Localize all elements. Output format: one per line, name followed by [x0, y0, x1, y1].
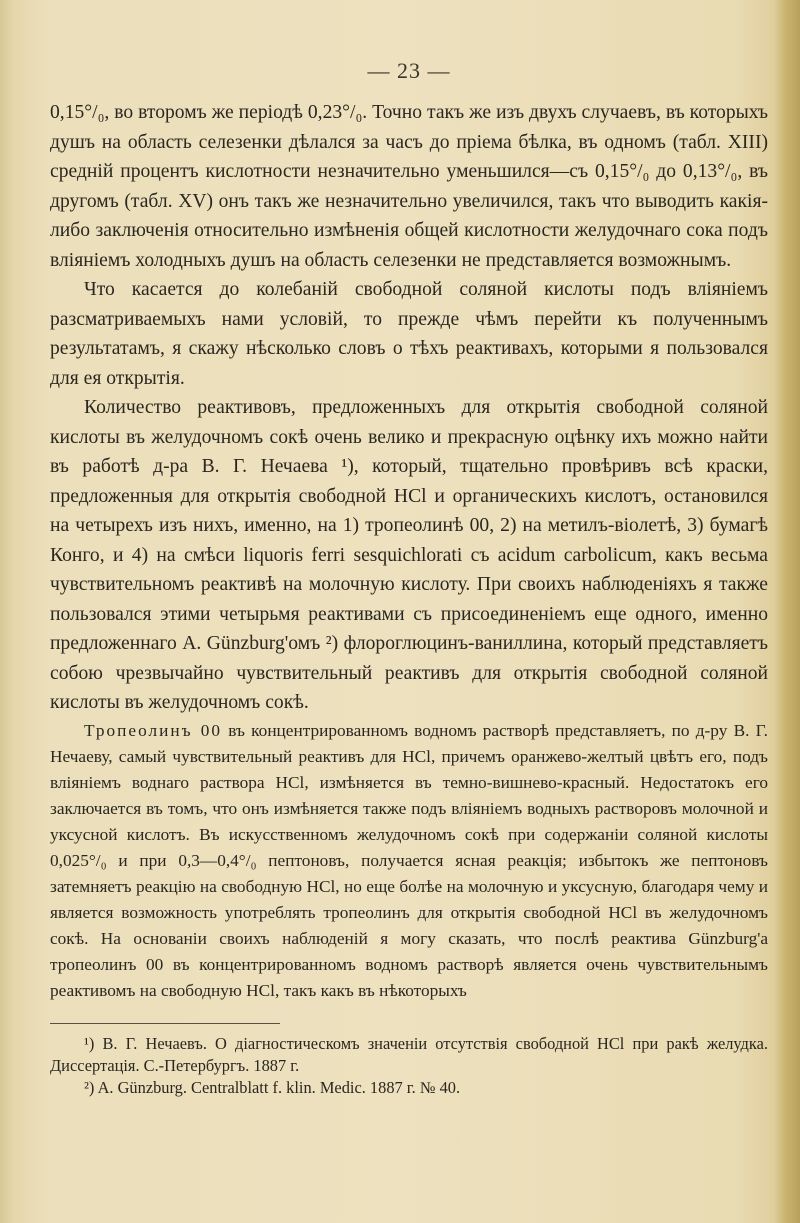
page-left-edge-shadow	[0, 0, 14, 1223]
small-paragraph-text: въ концентрированномъ водномъ растворѣ представляетъ, по д-ру В. Г. Нечаеву, самый чувствительный реактивъ для HCl, причемъ оранжево-желтый цвѣтъ его, подъ вліяніемъ воднаго раствора HCl, измѣняется въ темно-вишнево-красный. Недостатокъ его заключается въ томъ, что онъ измѣняется также подъ вліяніемъ водныхъ растворовъ молочной и уксусной кислотъ. Въ искусственномъ желудочномъ сокѣ при содержаніи соляной кислоты 0,025°/₀ и при 0,3—0,4°/₀ пептоновъ, получается ясная реакція; избытокъ же пептоновъ затемняетъ реакцію на свободную HCl, но еще болѣе на молочную и уксусную, благодаря чему и является возможность употреблять тропеолинъ для открытія свободной HCl въ желудочномъ сокѣ. На основаніи своихъ наблюденій я могу сказать, что послѣ реактива Günzburg'а тропеолинъ 00 въ концентрированномъ водномъ растворѣ является очень чувствительнымъ реактивомъ на свободную HCl, такъ какъ въ нѣкоторыхъ	[50, 720, 768, 1000]
paragraph-1: 0,15°/₀, во второмъ же періодѣ 0,23°/₀. Точно такъ же изъ двухъ случаевъ, въ которыхъ душъ на область селезенки дѣлался за часъ до пріема бѣлка, въ одномъ (табл. XIII) средній процентъ кислотности незначительно уменьшился—съ 0,15°/₀ до 0,13°/₀, въ другомъ (табл. XV) онъ такъ же незначительно увеличился, такъ что выводить какія-либо заключенія относительно измѣненія общей кислотности желудочнаго сока подъ вліяніемъ холодныхъ душъ на область селезенки не представляется возможнымъ.	[50, 102, 768, 271]
paragraph-3: Количество реактивовъ, предложенныхъ для открытія свободной соляной кислоты въ желудочномъ сокѣ очень велико и прекрасную оцѣнку ихъ можно найти въ работѣ д-ра В. Г. Нечаева ¹), который, тщательно провѣривъ всѣ краски, предложенныя для открытія свободной HCl и органическихъ кислотъ, остановился на четырехъ изъ нихъ, именно, на 1) тропеолинѣ 00, 2) на метилъ-віолетѣ, 3) бумагѣ Конго, и 4) на смѣси liquoris ferri sesquichlorati съ acidum carbolicum, какъ весьма чувствительномъ реактивѣ на молочную кислоту. При своихъ наблюденіяхъ я также пользовался этими четырьмя реактивами съ присоединеніемъ еще одного, именно предложеннаго A. Günzburg'омъ ²) флороглюцинъ-ваниллина, который представляетъ собою чрезвычайно чувствительный реактивъ для открытія свободной соляной кислоты въ желудочномъ сокѣ.	[50, 397, 768, 713]
footnote-1: ¹) В. Г. Нечаевъ. О діагностическомъ значеніи отсутствія свободной HCl при ракѣ желудка. Диссертація. С.-Петербургъ. 1887 г.	[50, 1033, 768, 1075]
page-number: — 23 —	[367, 58, 451, 83]
footnote-2: ²) A. Günzburg. Centralblatt f. klin. Medic. 1887 г. № 40.	[84, 1077, 461, 1097]
small-paragraph	[50, 718, 768, 1004]
spaced-term: Тропеолинъ 00	[84, 720, 223, 740]
document-page	[50, 58, 768, 1099]
footnote-divider	[50, 1023, 280, 1024]
page-right-edge-shadow	[774, 0, 800, 1223]
small-print-section	[50, 718, 768, 1004]
main-text	[50, 98, 768, 718]
footnotes	[50, 1033, 768, 1099]
paragraph-2: Что касается до колебаній свободной соляной кислоты подъ вліяніемъ разсматриваемыхъ нами условій, то прежде чѣмъ перейти къ полученнымъ результатамъ, я скажу нѣсколько словъ о тѣхъ реактивахъ, которыми я пользовался для ея открытія.	[50, 279, 768, 389]
